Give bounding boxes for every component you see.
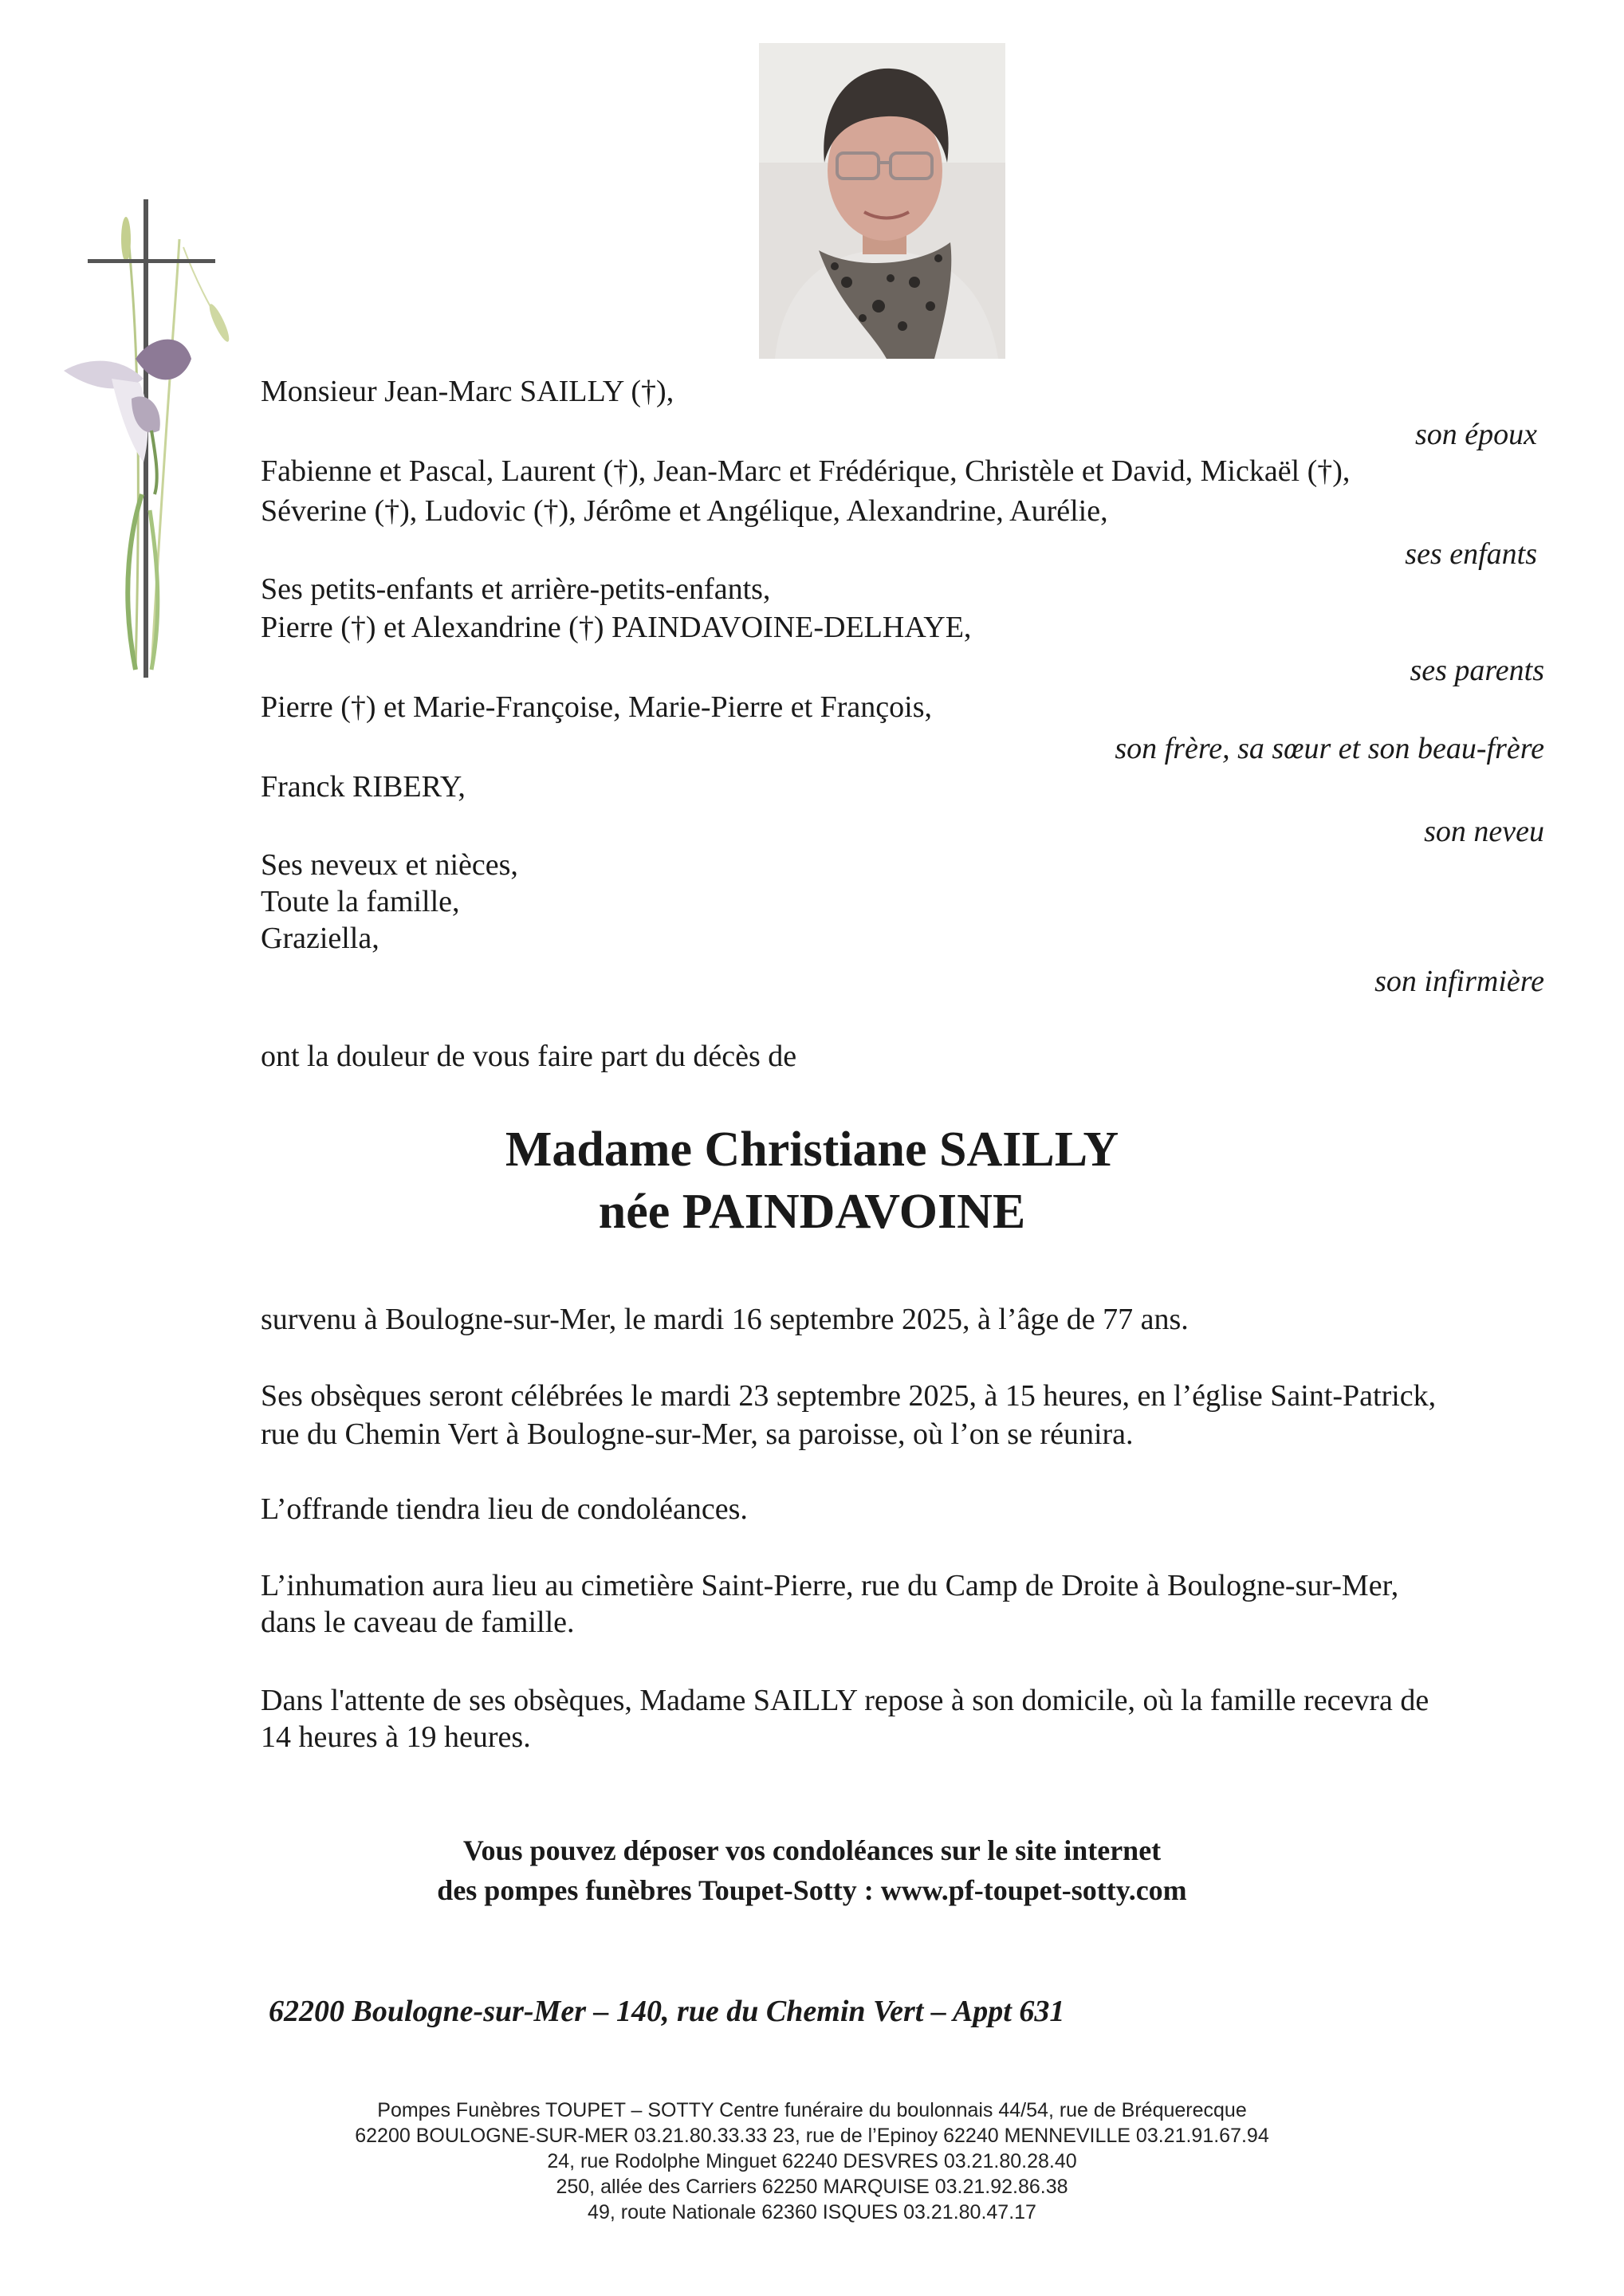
deceased-name: Madame Christiane SAILLY xyxy=(505,1122,1119,1177)
funeral-details-1: Ses obsèques seront célébrées le mardi 23 septembre 2025, à 15 heures, en l’église Saint-Patrick, xyxy=(261,1379,1437,1413)
role-nurse: son infirmière xyxy=(1374,965,1544,998)
family-line-husband: Monsieur Jean-Marc SAILLY (†), xyxy=(261,375,674,408)
role-parents: ses parents xyxy=(1410,654,1544,687)
death-details: survenu à Boulogne-sur-Mer, le mardi 16 septembre 2025, à l’âge de 77 ans. xyxy=(261,1303,1189,1336)
family-line-children-2: Séverine (†), Ludovic (†), Jérôme et Angélique, Alexandrine, Aurélie, xyxy=(261,494,1108,528)
family-line-nieces: Ses neveux et nièces, xyxy=(261,848,518,882)
burial-details-2: dans le caveau de famille. xyxy=(261,1606,575,1639)
home-address: 62200 Boulogne-sur-Mer – 140, rue du Chemin Vert – Appt 631 xyxy=(269,1995,1065,2028)
condolences-line-2: des pompes funèbres Toupet-Sotty : www.pf-toupet-sotty.com xyxy=(437,1874,1187,1906)
family-line-family: Toute la famille, xyxy=(261,885,460,918)
funeral-details-2: rue du Chemin Vert à Boulogne-sur-Mer, sa paroisse, où l’on se réunira. xyxy=(261,1417,1134,1451)
visitation-details-1: Dans l'attente de ses obsèques, Madame SAILLY repose à son domicile, où la famille recevra de xyxy=(261,1684,1429,1717)
role-husband: son époux xyxy=(1414,418,1537,451)
role-siblings: son frère, sa sœur et son beau-frère xyxy=(1115,732,1544,765)
visitation-details-2: 14 heures à 19 heures. xyxy=(261,1720,531,1754)
family-line-grandchildren: Ses petits-enfants et arrière-petits-enfants, xyxy=(261,572,771,606)
footer-line-4: 250, allée des Carriers 62250 MARQUISE 03.21.92.86.38 xyxy=(556,2176,1068,2198)
footer-line-2: 62200 BOULOGNE-SUR-MER 03.21.80.33.33 23, rue de l’Epinoy 62240 MENNEVILLE 03.21.91.67.94 xyxy=(355,2125,1269,2147)
announcement-text: ont la douleur de vous faire part du décès de xyxy=(261,1040,797,1073)
condolences-line-1: Vous pouvez déposer vos condoléances sur le site internet xyxy=(462,1834,1162,1866)
role-children: ses enfants xyxy=(1405,537,1537,571)
cross-lily-icon xyxy=(56,191,239,686)
portrait-photo xyxy=(759,43,1005,359)
family-line-parents: Pierre (†) et Alexandrine (†) PAINDAVOINE-DELHAYE, xyxy=(261,611,972,644)
family-line-nephew: Franck RIBERY, xyxy=(261,770,466,804)
family-line-siblings: Pierre (†) et Marie-Françoise, Marie-Pierre et François, xyxy=(261,690,932,724)
footer-line-5: 49, route Nationale 62360 ISQUES 03.21.80.47.17 xyxy=(588,2201,1036,2223)
family-line-graziella: Graziella, xyxy=(261,922,379,955)
family-line-children-1: Fabienne et Pascal, Laurent (†), Jean-Marc et Frédérique, Christèle et David, Mickaël (†), xyxy=(261,454,1351,488)
offering-text: L’offrande tiendra lieu de condoléances. xyxy=(261,1492,748,1526)
deceased-maiden-name: née PAINDAVOINE xyxy=(598,1185,1026,1239)
burial-details-1: L’inhumation aura lieu au cimetière Saint-Pierre, rue du Camp de Droite à Boulogne-sur-Mer, xyxy=(261,1569,1399,1602)
footer-line-3: 24, rue Rodolphe Minguet 62240 DESVRES 03.21.80.28.40 xyxy=(547,2150,1077,2172)
footer-line-1: Pompes Funèbres TOUPET – SOTTY Centre funéraire du boulonnais 44/54, rue de Bréquerecque xyxy=(377,2099,1247,2121)
role-nephew: son neveu xyxy=(1424,815,1544,848)
